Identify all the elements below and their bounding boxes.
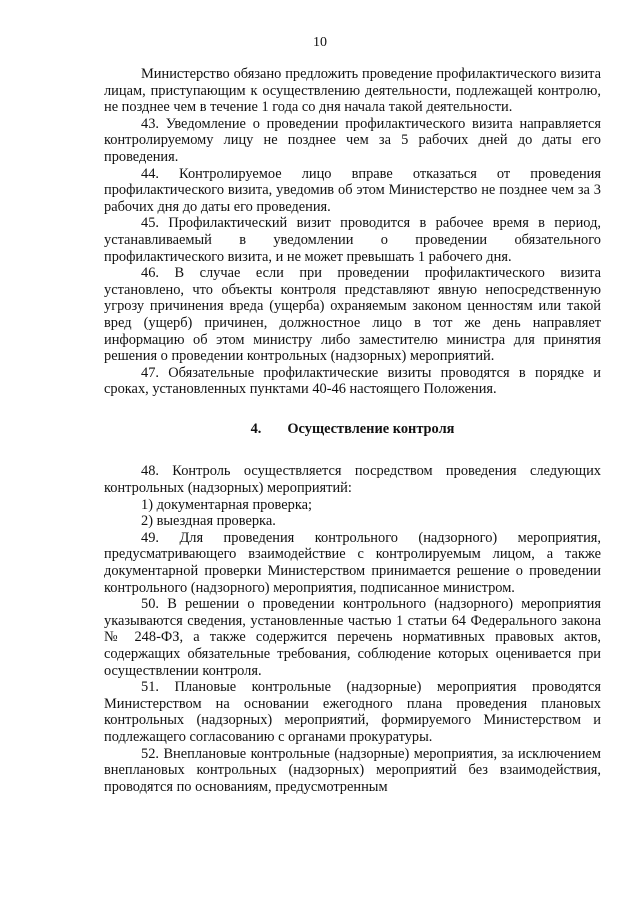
page-number: 10 [313,35,327,50]
section-heading [104,421,601,438]
paragraph-42-continued: Министерство обязано предложить проведение профилактического визита лицам, приступающим к осуществлению деятельности, подлежащей контролю, не позднее чем в течение 1 года со дня начала такой деятельности. [104,66,601,116]
paragraph-52: 52. Внеплановые контрольные (надзорные) мероприятия, за исключением внеплановых контрольных (надзорных) мероприятий без взаимодействия, проводятся по основаниям, предусмотренным [104,745,601,795]
paragraph-50: 50. В решении о проведении контрольного (надзорного) мероприятия указываются сведения, установленные частью 1 статьи 64 Федерального закона № 248-ФЗ, а также содержится перечень нормативных правовых актов, содержащих обязательные требования, соблюдение которых оценивается при осуществлении контроля. [104,596,601,679]
list-item-documentary-check: 1) документарная проверка; [141,496,312,513]
paragraph-44: 44. Контролируемое лицо вправе отказаться от проведения профилактического визита, уведомив об этом Министерство не позднее чем за 3 рабочих дня до даты его проведения. [104,165,601,215]
paragraph-43: 43. Уведомление о проведении профилактического визита направляется контролируемому лицу не позднее чем за 5 рабочих дней до даты его проведения. [104,115,601,165]
paragraph-49: 49. Для проведения контрольного (надзорного) мероприятия, предусматривающего взаимодействие с контролируемым лицом, а также документарной проверки Министерством принимается решение о проведении контрольного (надзорного) мероприятия, подписанное министром. [104,529,601,596]
paragraph-51: 51. Плановые контрольные (надзорные) мероприятия проводятся Министерством на основании ежегодного плана проведения плановых контрольных (надзорных) мероприятий, формируемого Министерством и подлежащего согласованию с органами прокуратуры. [104,679,601,745]
paragraph-46: 46. В случае если при проведении профилактического визита установлено, что объекты контроля представляют явную непосредственную угрозу причинения вреда (ущерба) охраняемым законом ценностям или такой вред (ущерб) причинен, должностное лицо в тот же день направляет информацию об этом министру либо заместителю министра для принятия решения о проведении контрольных (надзорных) мероприятий. [104,265,601,365]
document-body [104,66,601,795]
paragraph-48: 48. Контроль осуществляется посредством проведения следующих контрольных (надзорных) мероприятий: [104,463,601,497]
paragraph-45: 45. Профилактический визит проводится в рабочее время в период, устанавливаемый в уведомлении о проведении обязательного профилактического визита, и не может превышать 1 рабочего дня. [104,215,601,265]
section-title: Осуществление контроля [287,420,455,437]
section-number: 4. [250,420,262,437]
paragraph-47: 47. Обязательные профилактические визиты проводятся в порядке и сроках, установленных пунктами 40-46 настоящего Положения. [104,364,601,398]
list-item-onsite-check: 2) выездная проверка. [141,513,276,530]
